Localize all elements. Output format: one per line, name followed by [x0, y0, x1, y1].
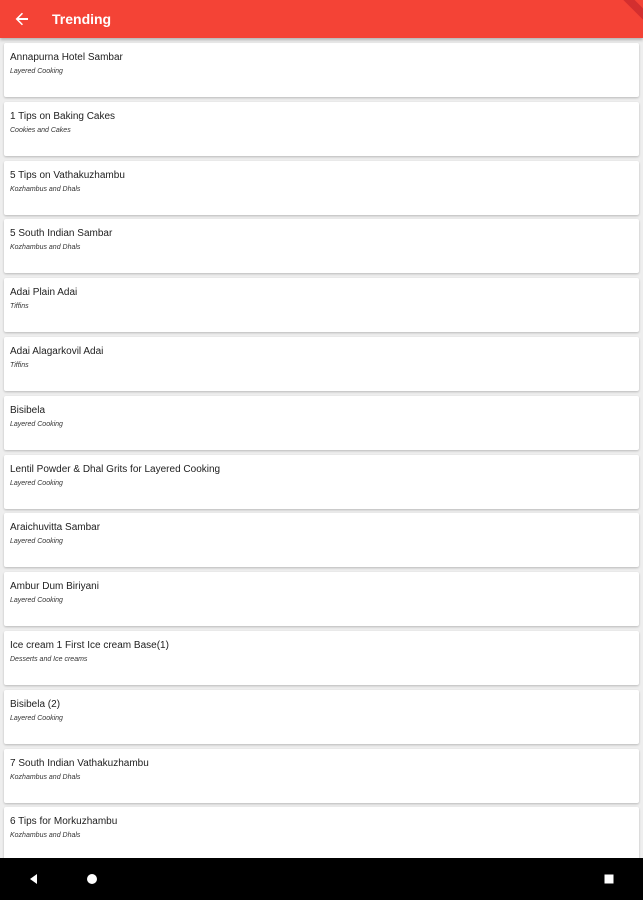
trending-list[interactable] — [0, 38, 643, 858]
recipe-title: Adai Plain Adai — [10, 287, 78, 298]
list-item[interactable] — [4, 749, 639, 803]
debug-banner — [611, 0, 643, 30]
recipe-title: Araichuvitta Sambar — [10, 522, 101, 533]
recipe-category: Layered Cooking — [10, 68, 63, 75]
recipe-category: Desserts and Ice creams — [10, 656, 88, 663]
nav-back-icon — [28, 873, 40, 885]
list-item[interactable] — [4, 513, 639, 567]
page-title: Trending — [52, 11, 112, 27]
list-item[interactable] — [4, 219, 639, 273]
recipe-title: Ambur Dum Biriyani — [10, 581, 99, 592]
list-item[interactable] — [4, 396, 639, 450]
recipe-title: 7 South Indian Vathakuzhambu — [10, 758, 149, 769]
nav-recents-button[interactable] — [598, 868, 620, 890]
recipe-title: Bisibela — [10, 405, 46, 416]
list-item[interactable] — [4, 161, 639, 215]
system-nav-bar — [0, 858, 643, 900]
nav-recents-icon — [603, 873, 615, 885]
recipe-title: Adai Alagarkovil Adai — [10, 346, 104, 357]
recipe-category: Layered Cooking — [10, 715, 63, 722]
recipe-category: Layered Cooking — [10, 597, 63, 604]
list-item[interactable] — [4, 690, 639, 744]
recipe-category: Layered Cooking — [10, 538, 63, 545]
list-item[interactable] — [4, 337, 639, 391]
nav-back-button[interactable] — [23, 868, 45, 890]
list-item[interactable] — [4, 278, 639, 332]
recipe-title: 1 Tips on Baking Cakes — [10, 111, 116, 122]
recipe-category: Kozhambus and Dhals — [10, 774, 81, 781]
recipe-category: Layered Cooking — [10, 480, 63, 487]
list-item[interactable] — [4, 807, 639, 858]
back-button[interactable] — [8, 5, 36, 33]
list-item[interactable] — [4, 43, 639, 97]
recipe-category: Tiffins — [10, 303, 29, 310]
list-item[interactable] — [4, 455, 639, 509]
recipe-title: 5 South Indian Sambar — [10, 228, 113, 239]
recipe-title: Ice cream 1 First Ice cream Base(1) — [10, 640, 169, 651]
arrow-back-icon — [14, 11, 30, 27]
recipe-category: Kozhambus and Dhals — [10, 832, 81, 839]
recipe-title: Lentil Powder & Dhal Grits for Layered Cooking — [10, 464, 221, 475]
recipe-category: Layered Cooking — [10, 421, 63, 428]
list-item[interactable] — [4, 572, 639, 626]
list-item[interactable] — [4, 631, 639, 685]
app-bar — [0, 0, 643, 38]
recipe-category: Tiffins — [10, 362, 29, 369]
recipe-category: Cookies and Cakes — [10, 127, 71, 134]
recipe-title: Annapurna Hotel Sambar — [10, 52, 123, 63]
recipe-title: 6 Tips for Morkuzhambu — [10, 816, 118, 827]
recipe-title: Bisibela (2) — [10, 699, 61, 710]
recipe-category: Kozhambus and Dhals — [10, 186, 81, 193]
recipe-title: 5 Tips on Vathakuzhambu — [10, 170, 125, 181]
recipe-category: Kozhambus and Dhals — [10, 244, 81, 251]
nav-home-button[interactable] — [81, 868, 103, 890]
list-item[interactable] — [4, 102, 639, 156]
nav-home-icon — [86, 873, 98, 885]
